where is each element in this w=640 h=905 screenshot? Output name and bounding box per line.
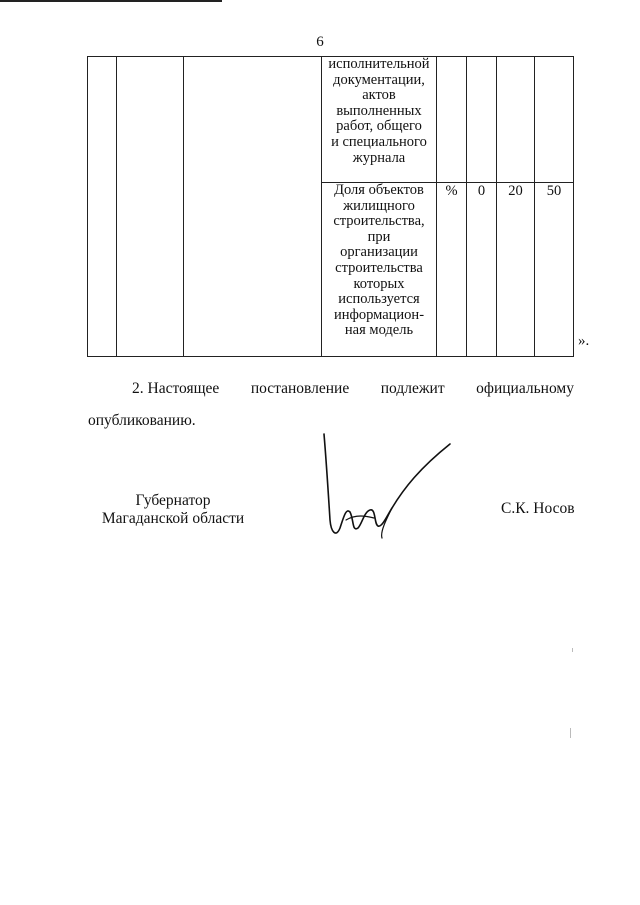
table-cell-empty <box>497 57 535 183</box>
value-cell: 20 <box>497 183 535 357</box>
value-cell: 50 <box>535 183 574 357</box>
scan-speck <box>572 648 573 652</box>
table-cell-empty <box>437 57 467 183</box>
table-cell-empty <box>88 57 117 357</box>
indicator-cell: исполнительной документации, актов выполненных работ, общего и специального журнала <box>322 57 437 183</box>
paragraph-2-continuation: опубликованию. <box>88 412 196 429</box>
continued-table <box>87 56 574 357</box>
scan-speck <box>570 728 571 738</box>
handwritten-signature <box>316 428 456 548</box>
closing-quote: ». <box>578 333 590 349</box>
table-cell-empty <box>117 57 184 357</box>
table-row <box>88 57 574 183</box>
table-cell-empty <box>184 57 322 357</box>
top-rule <box>0 0 222 2</box>
value-cell: 0 <box>467 183 497 357</box>
signatory-title: Губернатор Магаданской области <box>101 492 245 527</box>
page-number: 6 <box>316 34 324 50</box>
indicator-cell: Доля объектов жилищного строительства, при организации строительства которых используется информацион- ная модель <box>322 183 437 357</box>
paragraph-2: 2. Настоящее постановление подлежит официальному <box>132 380 574 397</box>
table-cell-empty <box>535 57 574 183</box>
table-cell-empty <box>467 57 497 183</box>
signatory-name: С.К. Носов <box>501 500 575 517</box>
unit-cell: % <box>437 183 467 357</box>
